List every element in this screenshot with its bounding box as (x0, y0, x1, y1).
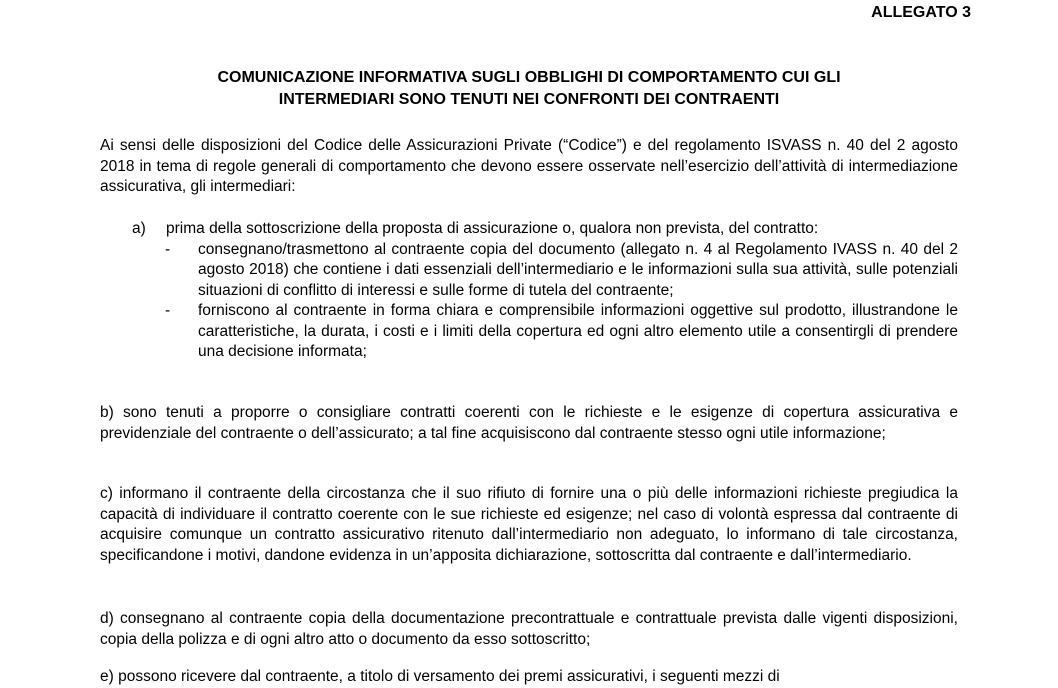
bullet-dash: - (165, 302, 171, 319)
item-c-paragraph: c) informano il contraente della circostanza che il suo rifiuto di fornire una o più delle informazioni richieste pregiudica la capacità di individuare il contratto coerente con le sue richieste ed esigenze; nel caso di volontà espressa dal contraente di acquisire comunque un contratto assicurativo ritenuto dall’intermediario non adeguato, lo informano di tale circostanza, specificandone i motivi, dandone evidenza in un’apposita dichiarazione, sottoscritta dal contraente e dall’intermediario. (100, 485, 958, 564)
item-d-paragraph: d) consegnano al contraente copia della documentazione precontrattuale e contrattuale prevista dalle vigenti disposizioni, copia della polizza e di ogni altro atto o documento da esso sottoscritto; (100, 610, 958, 648)
annex-label: ALLEGATO 3 (871, 4, 971, 21)
title-line-2: INTERMEDIARI SONO TENUTI NEI CONFRONTI DEI CONTRAENTI (278, 91, 780, 108)
item-a-subitem-2 (165, 301, 958, 363)
item-a-lead: prima della sottoscrizione della proposta di assicurazione o, qualora non prevista, del contratto: (166, 220, 819, 237)
item-e-paragraph: e) possono ricevere dal contraente, a titolo di versamento dei premi assicurativi, i seguenti mezzi di (100, 668, 780, 685)
bullet-dash: - (165, 240, 171, 258)
item-b-paragraph: b) sono tenuti a proporre o consigliare contratti coerenti con le richieste e le esigenze di copertura assicurativa e previdenziale del contraente o dell’assicurato; a tal fine acquisiscono dal contraente stesso ogni utile informazione; (100, 404, 958, 442)
item-a (100, 219, 958, 363)
item-a-subitem-1-text: consegnano/trasmettono al contraente copia del documento (allegato n. 4 al Regolamento IVASS n. 40 del 2 agosto 2018) che contiene i dati essenziali dell’intermediario e le informazioni sulla sua attività, sulle potenziali situazioni di conflitto di interessi e sulle forme di tutela del contraente; (198, 240, 958, 299)
item-a-marker: a) (132, 220, 146, 237)
title-line-1: COMUNICAZIONE INFORMATIVA SUGLI OBBLIGHI DI COMPORTAMENTO CUI GLI (217, 69, 841, 86)
item-a-subitem-2-text: forniscono al contraente in forma chiara e comprensibile informazioni oggettive sul prodotto, illustrandone le caratteristiche, la durata, i costi e i limiti della copertura ed ogni altro elemento utile a consentirgli di prendere una decisione informata; (198, 302, 958, 360)
document-title (100, 67, 958, 111)
item-a-subitem-1 (165, 240, 958, 302)
intro-paragraph: Ai sensi delle disposizioni del Codice delle Assicurazioni Private (“Codice”) e del regolamento ISVASS n. 40 del 2 agosto 2018 in tema di regole generali di comportamento che devono essere osservate nell’esercizio dell’attività di intermediazione assicurativa, gli intermediari: (100, 137, 958, 195)
